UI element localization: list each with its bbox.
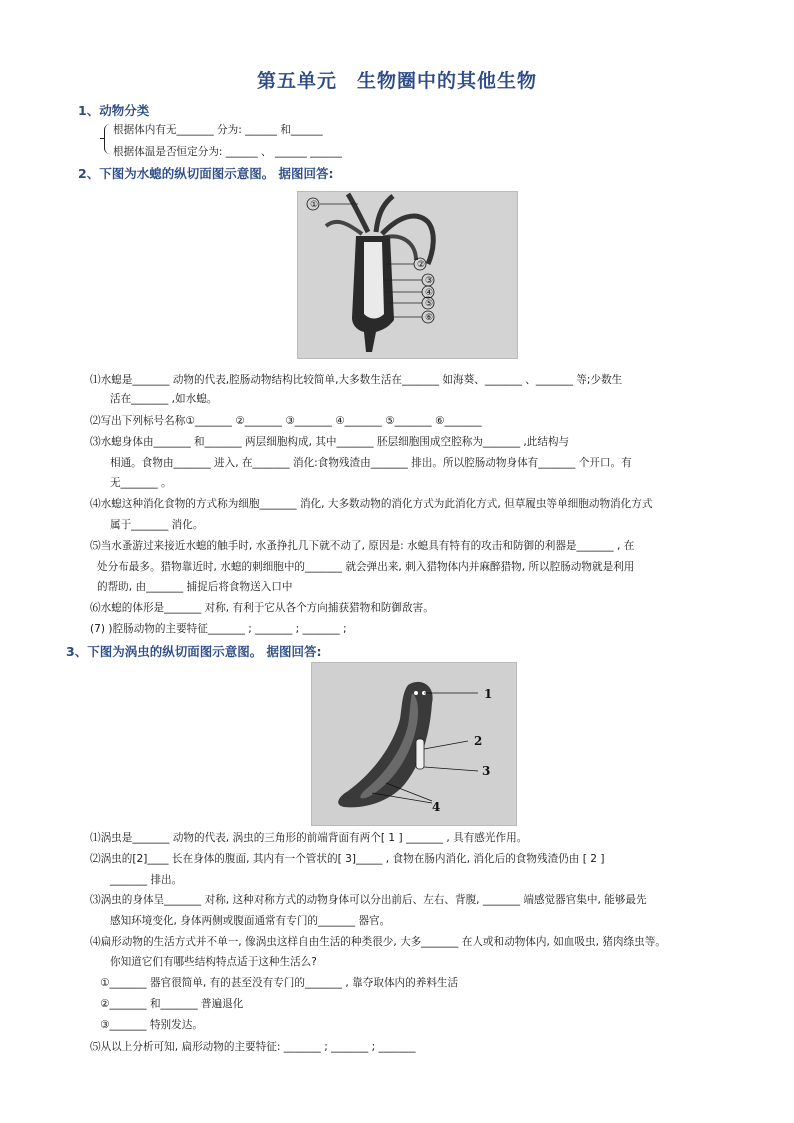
q2-heading: 2、下图为水螅的纵切面图示意图。 据图回答: bbox=[78, 166, 334, 181]
q2-line-2: 活在_______ ,如水螅。 bbox=[110, 393, 218, 405]
hydra-label-3: ③ bbox=[425, 276, 434, 286]
q3-line-6: ⑷扁形动物的生活方式并不单一, 像涡虫这样自由生活的种类很少, 大多_______ 在人或和动物体内, 如血吸虫, 猪肉绦虫等。 bbox=[90, 936, 666, 948]
q3-line-9: ②_______ 和_______ 普遍退化 bbox=[100, 998, 244, 1010]
planarian-label-1: 1 bbox=[484, 687, 493, 701]
q3-line-7: 你知道它们有哪些结构特点适于这种生活么? bbox=[110, 956, 317, 968]
page-title: 第五单元 生物圈中的其他生物 bbox=[256, 70, 537, 92]
q2-line-3: ⑵写出下列标号名称①_______ ②_______ ③_______ ④_______ ⑤_______ ⑥_______ bbox=[90, 415, 482, 427]
hydra-label-5: ⑤ bbox=[425, 299, 434, 309]
hydra-figure bbox=[297, 191, 518, 359]
q2-line-12: ⑹水螅的体形是_______ 对称, 有利于它从各个方向捕获猎物和防御敌害。 bbox=[90, 602, 434, 614]
q1-heading: 1、动物分类 bbox=[78, 103, 150, 118]
q3-line-4: ⑶涡虫的身体呈_______ 对称, 这种对称方式的动物身体可以分出前后、左右、背腹, _______ 端感觉器官集中, 能够最先 bbox=[90, 894, 647, 906]
q2-line-1: ⑴水螅是_______ 动物的代表,腔肠动物结构比较简单,大多数生活在_______ 如海葵、_______ 、_______ 等;少数生 bbox=[90, 374, 623, 386]
q2-line-13: (7) )腔肠动物的主要特征_______ ; _______ ; _______ ; bbox=[90, 623, 347, 635]
q3-line-5: 感知环境变化, 身体两侧或腹面通常有专门的_______ 器官。 bbox=[110, 915, 391, 927]
q2-line-10: 处分布最多。猎物靠近时, 水螅的刺细胞中的_______ 就会弹出来, 刺入猎物体内并麻醉猎物, 所以腔肠动物就是利用 bbox=[97, 561, 635, 573]
hydra-label-4: ④ bbox=[425, 288, 434, 298]
q3-line-11: ⑸从以上分析可知, 扁形动物的主要特征: _______ ; _______ ; _______ bbox=[90, 1041, 416, 1053]
q2-line-6: 无_______ 。 bbox=[110, 477, 172, 489]
planarian-label-3: 3 bbox=[482, 764, 491, 778]
q2-line-11: 的帮助, 由_______ 捕捉后将食物送入口中 bbox=[97, 581, 293, 593]
q2-line-4: ⑶水螅身体由_______ 和_______ 两层细胞构成, 其中_______ 胚层细胞围成空腔称为_______ ,此结构与 bbox=[90, 436, 570, 448]
q3-line-3: _______ 排出。 bbox=[110, 874, 183, 886]
q1-line-2: 根据体温是否恒定分为: ______ 、 ______ ______ bbox=[113, 146, 342, 158]
planarian-label-4: 4 bbox=[432, 800, 441, 814]
q3-line-8: ①_______ 器官很简单, 有的甚至没有专门的_______ , 靠夺取体内的养料生活 bbox=[100, 977, 459, 989]
q2-line-9: ⑸当水蚤游过来接近水螅的触手时, 水蚤挣扎几下就不动了, 原因是: 水螅具有特有的攻击和防御的利器是_______ , 在 bbox=[90, 540, 635, 552]
hydra-label-2: ② bbox=[417, 260, 426, 270]
planarian-figure bbox=[311, 662, 517, 826]
q2-line-8: 属于_______ 消化。 bbox=[110, 519, 204, 531]
hydra-label-1: ① bbox=[310, 200, 319, 210]
q2-line-7: ⑷水螅这种消化食物的方式称为细胞_______ 消化, 大多数动物的消化方式为此消化方式, 但草履虫等单细胞动物消化方式 bbox=[90, 498, 653, 510]
brace-icon bbox=[104, 124, 111, 154]
q2-line-5: 相通。食物由_______ 进入, 在_______ 消化:食物残渣由_______ 排出。所以腔肠动物身体有_______ 个开口。有 bbox=[110, 457, 632, 469]
q3-heading: 3、下图为涡虫的纵切面图示意图。 据图回答: bbox=[66, 644, 322, 659]
hydra-label-6: ⑥ bbox=[425, 313, 434, 323]
planarian-label-2: 2 bbox=[474, 734, 483, 748]
q3-line-2: ⑵涡虫的[2]____ 长在身体的腹面, 其内有一个管状的[ 3]_____ , 食物在肠内消化, 消化后的食物残渣仍由 [ 2 ] bbox=[90, 853, 605, 865]
q1-line-1: 根据体内有无_______ 分为: ______ 和______ bbox=[113, 124, 323, 136]
q3-line-1: ⑴涡虫是_______ 动物的代表, 涡虫的三角形的前端背面有两个[ 1 ] _______ , 具有感光作用。 bbox=[90, 832, 528, 844]
q3-line-10: ③_______ 特别发达。 bbox=[100, 1019, 203, 1031]
